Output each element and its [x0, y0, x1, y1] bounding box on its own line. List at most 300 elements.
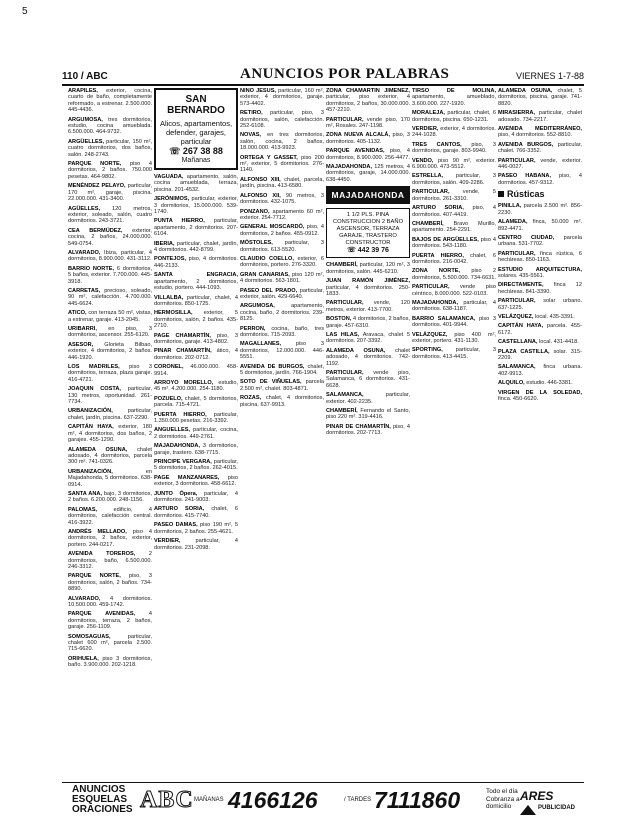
classified-ad	[326, 88, 410, 114]
classified-ad	[154, 256, 238, 269]
ad-heading: ORIHUELA,	[68, 655, 103, 662]
ad-heading: VAGUADA,	[154, 174, 187, 180]
classified-ad	[326, 370, 410, 389]
classified-ad	[498, 364, 582, 377]
classified-ad	[326, 132, 410, 145]
ad-text: Glorieta Bilbao, exterior, 4 dormitorios, 2 baños. 446-1920.	[68, 341, 152, 361]
ad-text: vende, exterior. 446-0027.	[498, 157, 582, 171]
ad-text: 90 metros, 3 dormitorios. 432-1075.	[240, 192, 324, 206]
ad-heading: ARAPILES,	[68, 88, 107, 94]
ad-text: 4 dormitorios. 10.500.000. 459-1742.	[68, 595, 152, 609]
ad-text: parcela 2.500 m², chalet. 803-4871.	[240, 379, 324, 392]
ad-heading: ZONA NUEVA ALCALÁ,	[326, 132, 393, 139]
ad-heading: JOAQUIN COSTA,	[68, 386, 128, 393]
ad-heading: SOTO DE VIÑUELAS,	[240, 379, 306, 386]
classified-ad	[154, 412, 238, 425]
classified-ad	[154, 364, 238, 377]
ad-text: particular, 4 dormitorios. 638-1187.	[412, 299, 496, 313]
ad-heading: ROZAS,	[240, 395, 266, 402]
ad-heading: CHAMBERÍ,	[326, 408, 361, 414]
ad-heading: AVENIDA BURGOS,	[498, 141, 558, 148]
ad-text: exterior, 4 dormitorios. 244-1028.	[412, 126, 496, 139]
classified-ad	[68, 88, 152, 114]
page-header	[62, 66, 584, 84]
promo-phone: ☏ 442 39 76	[347, 247, 389, 255]
ad-heading: ALFONSO XII,	[240, 192, 286, 199]
classified-ad	[154, 196, 238, 215]
ad-text: vende, 5 dormitorios. 261-3310.	[412, 189, 496, 202]
classified-ad	[154, 348, 238, 361]
classified-ad	[154, 427, 238, 440]
ad-heading: SALAMANCA,	[326, 392, 386, 399]
ad-text: particular, chalet. 766-3352.	[498, 141, 582, 155]
ad-text: solar urbano. 637-1225.	[498, 298, 582, 311]
ad-heading: ALVARADO,	[68, 595, 111, 602]
ad-heading: ALVARADO,	[68, 249, 105, 256]
ares-brand-sub: PUBLICIDAD	[538, 805, 575, 811]
ad-heading: PARTICULAR,	[498, 157, 541, 164]
ad-heading: LAS HILAS,	[326, 331, 363, 338]
classified-ad	[498, 235, 582, 248]
column-3	[240, 88, 324, 780]
ad-text: local. 435-3391.	[534, 313, 575, 320]
ad-text: piso, 4 dormitorios. 407-4419.	[412, 205, 496, 218]
ad-heading: ARTURO SORIA,	[154, 506, 212, 513]
ad-text: ático, 4 dormitorios. 202-0712.	[154, 348, 238, 361]
ad-text: solares. 435-5561.	[498, 272, 545, 279]
ad-text: Fernando el Santo, piso 220 m². 319-4416.	[326, 408, 410, 421]
classified-ad	[154, 295, 238, 308]
ad-heading: MÓSTOLES,	[240, 240, 285, 247]
classified-ad	[412, 347, 496, 360]
ad-text: particular, 4 dormitorios. 241-9003.	[154, 490, 238, 504]
classified-ad	[326, 332, 410, 345]
classified-ad	[326, 262, 410, 275]
promo-line: ASCENSOR, TERRAZA	[336, 226, 400, 233]
ad-box-title: SAN BERNARDO	[167, 94, 225, 116]
ad-heading: VERDIER,	[154, 538, 196, 545]
footer-ads-line: ANUNCIOS	[72, 784, 126, 795]
ad-heading: URBANIZACIÓN,	[68, 468, 146, 475]
column-1	[68, 88, 152, 780]
ad-heading: VELÁZQUEZ,	[412, 331, 455, 338]
ad-heading: ARGUMOSA,	[240, 303, 292, 310]
ad-text: vende piso, Salamanca, 6 dormitorios. 431-6628.	[326, 369, 410, 389]
footer-ads-line: ORACIONES	[72, 804, 133, 815]
column-4	[326, 88, 410, 780]
classified-ad	[154, 272, 238, 291]
ad-heading: URIBARRI,	[68, 326, 109, 332]
ad-text: estudio. 446-3381.	[526, 380, 573, 387]
ad-text: piso, 4 dormitorios. 202-7713.	[326, 423, 410, 437]
ad-heading: CASTELLANA,	[498, 339, 540, 346]
classified-ad	[68, 161, 152, 180]
ad-heading: PARQUE AVENIDAS,	[326, 148, 390, 155]
ad-text: local. 431-4418.	[539, 339, 579, 346]
classified-ad	[240, 326, 324, 339]
ad-text: Aravaca, chalet 5 dormitorios. 207-3392.	[326, 331, 410, 345]
ad-text: 6 dormitorios, 5 baños, exterior. 7.700.000. 445-3918.	[68, 265, 152, 285]
page-label: 110 / ABC	[62, 71, 108, 82]
footer-ads-line: ESQUELAS	[72, 794, 128, 805]
ad-heading: ATICO,	[68, 310, 89, 317]
classified-ad	[412, 189, 496, 202]
classified-ad	[154, 538, 238, 551]
ad-heading: BARRIO SALAMANCA,	[412, 315, 479, 322]
ad-heading: MENÉNDEZ PELAYO,	[68, 183, 128, 190]
ad-text: chalet, 5 dormitorios, parcela. 715-4721.	[154, 395, 238, 409]
classified-ad	[240, 88, 324, 107]
classified-ad	[412, 158, 496, 171]
ad-text: particular, 130 metros, oportunidad. 261-7734.	[68, 386, 152, 406]
ares-brand: ARES	[520, 789, 554, 803]
page-corner-number: 5	[22, 6, 28, 17]
ad-heading: AVENIDA MEDITERRÁNEO,	[498, 126, 582, 133]
page-footer	[62, 782, 584, 819]
page-title: ANUNCIOS POR PALABRAS	[240, 66, 450, 82]
ad-text: particular, piso exterior, 4 dormitorios, 2 baños, 30.000.000. 457-2210.	[326, 94, 410, 114]
ad-text: piso 3 dormitorios. 401-9944.	[412, 315, 496, 329]
page-date: VIERNES 1-7-88	[515, 71, 584, 81]
ad-text: finca urbana. 402-9913.	[498, 364, 582, 377]
ad-text: piso, 4 dormitorios. 446-2133.	[154, 256, 238, 269]
ad-text: exterior, 5 dormitorios, salón, 2 baños. 435-2710.	[154, 310, 238, 330]
classified-ad	[68, 469, 152, 488]
ad-text: piso 3 dormitorios, baño. 3.900.000. 202-1218.	[68, 655, 152, 669]
ad-heading: CAPITÁN HAYA,	[68, 424, 119, 431]
ad-heading: ESTRELLA,	[412, 173, 456, 180]
ad-text: particular, chalet, 4 dormitorios. 850-1725.	[154, 294, 238, 307]
ad-heading: PARTICULAR,	[326, 369, 374, 376]
ad-heading: SANTA ANA,	[68, 490, 104, 497]
ad-text: vende piso, 170 m², Rosales. 247-1198.	[326, 116, 410, 130]
ad-text: piso 4 dormitorios. 543-1180.	[412, 236, 496, 250]
ad-text: piso 3 dormitorios, 12.000.000. 446-5551.	[240, 341, 324, 361]
ad-heading: SOMOSAGUAS,	[68, 633, 128, 640]
ad-text: particular, chalet adosado. 734-2217.	[498, 110, 582, 123]
ad-heading: GRAN CANARIAS,	[240, 271, 292, 278]
classified-ad	[326, 164, 410, 183]
classified-ad	[498, 282, 582, 295]
promo-line: CONSTRUCTOR	[345, 240, 391, 247]
ad-text: particular, 120 m², 3 dormitorios, salón. 445-6210.	[326, 262, 410, 275]
promo-line: 1 1/2 PLS. PINA	[346, 212, 390, 219]
ad-text: particular, chalet, jardín, 4 dormitorios. 442-8799.	[154, 240, 238, 254]
footer-info-line: Cobranza a	[486, 795, 520, 803]
promo-line: GARAJE, TRASTERO	[339, 233, 397, 240]
classified-ad	[154, 522, 238, 535]
section-rusticas	[498, 189, 582, 199]
ad-heading: VERDIER,	[412, 126, 441, 133]
ad-heading: PUNTA HIERRO,	[154, 218, 214, 225]
classified-ad	[498, 251, 582, 264]
ad-text: piso 90 m², exterior. 6.900.000. 473-5512.	[412, 157, 496, 171]
ad-text: estudio, 45 m². 4.200.000. 254-1180.	[154, 379, 238, 393]
footer-info-line: domicilio	[486, 803, 512, 810]
classified-ad	[240, 272, 324, 285]
ad-text: 46.000.000. 458-9914.	[154, 364, 238, 377]
classified-ad	[240, 193, 324, 206]
classified-ad	[68, 529, 152, 548]
ad-heading: BARRIO NORTE,	[68, 265, 117, 272]
ad-heading: ASESOR,	[68, 341, 105, 348]
ad-heading: AVENIDA TOREROS,	[68, 551, 149, 558]
ad-text: particular, exterior, 3 dormitorios, 15.000.000. 539-1740.	[154, 196, 238, 216]
ad-heading: VIRGEN DE LA SOLEDAD,	[498, 389, 582, 396]
classified-ad	[412, 300, 496, 313]
ad-text: cocina, baño, tres dormitorios. 715-2093.	[240, 325, 324, 338]
ad-heading: CHAMBERÍ,	[412, 220, 454, 227]
ad-text: chalet adosado, 4 dormitorios. 742-1192.	[326, 347, 410, 367]
ad-heading: PAGE CHAMARTÍN,	[154, 332, 217, 339]
classified-ad	[154, 310, 238, 329]
classified-ad	[154, 174, 238, 193]
ad-heading: PASEO DAMAS,	[154, 522, 201, 529]
ad-heading: IBERIA,	[154, 240, 177, 247]
classified-ad	[240, 379, 324, 392]
column-2	[154, 88, 238, 780]
ad-text: chalet, 6 dormitorios. 415-7740.	[154, 506, 238, 519]
ad-text: piso 200 m², exterior, 5 dormitorios. 276-1140.	[240, 154, 324, 174]
classified-ad	[412, 205, 496, 218]
classified-ad	[68, 596, 152, 609]
classified-ad	[68, 408, 152, 421]
ad-heading: PAGE MANZANARES,	[154, 474, 228, 481]
ad-heading: PUERTA HIERRO,	[154, 411, 214, 418]
classified-ad	[498, 158, 582, 171]
ad-text: apartamento 60 m², exterior. 254-7712.	[240, 208, 324, 221]
ad-heading: ANGUELLES,	[154, 427, 194, 434]
classified-ad	[498, 126, 582, 139]
ad-text: exterior, 180 m², 4 dormitorios, dos baños, 2 garajes. 455-1290.	[68, 424, 152, 444]
classified-ad	[68, 447, 152, 466]
ad-text: exterior, cocina, cuarto de baño, completamente reformado, a estrenar. 2.500.000. 445-4436.	[68, 88, 152, 114]
ad-heading: TIRSO DE MOLINA,	[412, 88, 496, 94]
majadahonda-banner: MAJADAHONDA	[326, 186, 410, 204]
ad-heading: PARTICULAR,	[498, 298, 544, 305]
classified-ad	[68, 424, 152, 443]
ad-heading: PASEO HABANA,	[498, 173, 560, 180]
ad-box-body: Alicos, apartamentos, defender, garajes, particular	[159, 119, 233, 146]
classified-ad	[326, 392, 410, 405]
classified-columns	[68, 88, 588, 780]
ad-heading: CLAUDIO COELLO,	[240, 255, 298, 262]
ad-text: particular, 170 m², garaje, piscina. 22.000.000. 431-3400.	[68, 183, 152, 203]
ad-text: Bravo Murillo, apartamento. 254-2291.	[412, 220, 496, 234]
classified-ad	[326, 424, 410, 437]
classified-ad	[412, 126, 496, 139]
ad-heading: ZONA NORTE,	[412, 268, 472, 275]
footer-info-line: Todo el día	[486, 788, 518, 795]
ad-heading: JUAN RAMÓN JIMÉNEZ,	[326, 278, 410, 285]
classified-ad	[154, 475, 238, 488]
ad-text: parcela urbana. 531-7702.	[498, 234, 582, 248]
ad-heading: ALFONSO XIII,	[240, 176, 285, 183]
section-title: Rústicas	[507, 189, 545, 200]
classified-ad	[240, 256, 324, 269]
ad-text: solar. 315-2209.	[498, 348, 582, 361]
ad-heading: PLAZA CASTILLA,	[498, 348, 554, 355]
ad-heading: PARTICULAR,	[326, 116, 367, 123]
ad-text: Ibiza, particular, 4 dormitorios, 8.900.000. 431-3112.	[68, 249, 152, 263]
classified-ad	[498, 173, 582, 186]
classified-ad	[412, 332, 496, 345]
ad-heading: PARTICULAR,	[326, 300, 374, 307]
ad-heading: PRINCIPE VERGARA,	[154, 459, 214, 466]
ad-heading: PASEO DEL PRADO,	[240, 287, 300, 294]
ad-text: 2 dormitorios, baño, 6.500.000. 246-3312.	[68, 551, 152, 570]
classified-ad	[326, 348, 410, 367]
ad-text: piso, 3 dormitorios, garaje. 803-9940.	[412, 141, 496, 155]
classified-ad	[68, 634, 152, 653]
ad-text: chalet, 5 dormitorios, piscina, garaje. 741-8820.	[498, 88, 582, 107]
classified-ad	[498, 142, 582, 155]
ad-text: vende, 120 metros, exterior. 413-7700.	[326, 300, 410, 313]
ad-heading: LOS MADRILES,	[68, 364, 130, 371]
classified-ad	[68, 183, 152, 202]
promo-line: CONSTRUCCION 2 BAÑO	[332, 219, 404, 226]
ad-text: chalet, 4 dormitorios, piscina. 637-9913.	[240, 395, 324, 408]
classified-ad	[68, 326, 152, 339]
classified-ad	[498, 267, 582, 280]
ad-text: vende piso céntrico, 8.000.000. 522-0103.	[412, 284, 496, 297]
ad-text: piso 400 m², exterior, portero. 431-1130.	[412, 331, 496, 344]
ad-text: particular, piso, 3 dormitorios, salón, calefacción. 252-6108.	[240, 110, 324, 130]
ad-heading: ALAMEDA OSUNA,	[68, 446, 138, 453]
ad-heading: JUNTO Ópera,	[154, 490, 204, 497]
ad-text: piso 120 m², 4 dormitorios. 563-1801.	[240, 271, 324, 285]
ad-heading: ARTURO SORIA,	[412, 205, 473, 212]
ad-heading: ALAMEDA OSUNA,	[326, 347, 396, 354]
afternoons-phone: 7111860	[374, 787, 461, 813]
classified-ad	[240, 341, 324, 360]
classified-ad	[68, 206, 152, 225]
ad-heading: CARRETAS,	[68, 287, 105, 294]
ad-heading: ZONA CHAMARTÍN JIMÉNEZ,	[326, 88, 410, 94]
ad-text: piso 4 dormitorios, 2 baños, exterior, portero. 244-0217.	[68, 528, 152, 548]
ad-text: finca rústica, 6 hectáreas. 850-1163.	[498, 250, 582, 264]
classified-ad	[240, 177, 324, 190]
ad-heading: MORALEJA,	[412, 110, 448, 117]
ad-text: 4 dormitorios, 2 baños, garaje. 457-6310.	[326, 316, 410, 329]
ad-heading: MAJADAHONDA,	[412, 299, 464, 306]
classified-ad	[240, 155, 324, 174]
classified-ad	[326, 300, 410, 313]
ad-text: particular, exterior, salón. 429-6640.	[240, 287, 324, 300]
classified-ad	[326, 148, 410, 161]
mornings-label: MAÑANAS	[194, 797, 224, 803]
mornings-phone: 4166126	[228, 787, 318, 813]
ad-heading: PONTEJOS,	[154, 256, 189, 263]
classified-ad	[498, 380, 582, 386]
ad-heading: CAPITÁN HAYA,	[498, 323, 548, 330]
ad-text: piso, 4 dormitorios, 8.900.000. 256-4477.	[326, 148, 410, 161]
ad-text: apartamento, cocina, baño, 2 dormitorios. 239-8125.	[240, 303, 324, 323]
ad-heading: ESTUDIO ARQUITECTURA,	[498, 266, 582, 273]
ad-text: particular, 160 m², exterior, 4 dormitorios, garaje. 573-4402.	[240, 88, 324, 107]
ad-heading: PARTICULAR,	[412, 284, 460, 291]
ad-heading: CHAMBERÍ,	[326, 262, 360, 269]
classified-ad	[68, 228, 152, 247]
ad-heading: SANTA ENGRACIA,	[154, 272, 238, 279]
ad-text: particular, apartamento, 2 dormitorios. 207-6104.	[154, 218, 238, 238]
ad-text: con terraza 50 m², vistas, a estrenar, garaje. 413-2045.	[68, 310, 152, 323]
ad-heading: PINILLA,	[498, 203, 524, 210]
ad-heading: ALAMEDA OSUNA,	[498, 88, 558, 94]
classified-ad	[498, 323, 582, 336]
ad-text: 4 dormitorios, terraza, 2 baños, garaje. 256-1109.	[68, 611, 152, 631]
ad-heading: CENTRO CIUDAD,	[498, 234, 564, 241]
majadahonda-promo	[326, 208, 410, 258]
classified-ad	[498, 203, 582, 216]
ad-heading: AVENIDA DE BURGOS,	[240, 363, 308, 370]
ad-text: parcela 2.500 m². 856-2230.	[498, 203, 582, 216]
ad-heading: DIRECTAMENTE,	[498, 282, 554, 289]
classified-ad	[498, 339, 582, 345]
ad-heading: ALQUILO,	[498, 380, 527, 387]
ad-text: chalet, 6 dormitorios. 216-0042.	[412, 252, 496, 265]
classified-ad	[326, 278, 410, 297]
classified-ad	[412, 221, 496, 234]
classified-ad	[240, 132, 324, 151]
ad-heading: VENDO,	[412, 157, 438, 164]
classified-ad	[154, 491, 238, 504]
ad-text: chalet, parcela, jardín, piscina. 413-6580.	[240, 176, 324, 190]
classified-ad	[326, 408, 410, 421]
classified-ad	[240, 224, 324, 237]
ad-text: piso, 3 dormitorios, garaje. 413-4802.	[154, 332, 238, 345]
ad-heading: BOSTON,	[326, 316, 353, 323]
ad-text: particular, cocina, 2 dormitorios. 449-2761.	[154, 427, 238, 440]
ad-heading: PARQUE AVENIDAS,	[68, 611, 149, 618]
ad-heading: ARGUMOSA,	[68, 116, 109, 123]
ad-heading: HERMOSILLA,	[154, 310, 204, 317]
classified-ad	[240, 303, 324, 322]
ad-text: particular, 3 dormitorios. 413-4415.	[412, 347, 496, 360]
classified-ad	[498, 314, 582, 320]
ad-text: precioso, soleado, 90 m², calefacción. 4.700.000. 445-6624.	[68, 287, 152, 307]
ad-text: en piso, 3 dormitorios, ascensor. 255-6120.	[68, 326, 152, 339]
classified-ad	[68, 310, 152, 323]
classified-ad	[326, 117, 410, 130]
ad-text: tres dormitorios, estudio, cocina amueblada. 6.500.000. 464-9732.	[68, 116, 152, 136]
classified-ad	[154, 443, 238, 456]
ad-heading: BAJOS DE ARGÜELLES,	[412, 236, 481, 243]
ad-text: particular, chalet 600 m², parcela 2.500. 715-6620.	[68, 633, 152, 653]
ad-text: en Majadahonda, 5 dormitorios. 638-0914.	[68, 468, 152, 488]
ad-text: particular, 150 m², cuatro dormitorios, dos baños, salón. 248-2743.	[68, 138, 152, 158]
classified-ad	[498, 219, 582, 232]
section-bullet-icon	[498, 191, 504, 197]
ad-text: chalet, 5 dormitorios, jardín. 766-1904.	[240, 363, 324, 377]
footer-ads-label	[72, 785, 133, 815]
ad-heading: SALAMANCA,	[498, 364, 544, 371]
ad-heading: PARQUE NORTE,	[68, 161, 130, 168]
classified-ad	[68, 656, 152, 669]
classified-ad	[412, 284, 496, 297]
ad-text: piso, 4 dormitorios. 457-9312.	[498, 173, 582, 186]
ad-text: apartamento, amueblado, 3.600.000. 227-1920.	[412, 94, 496, 107]
ad-text: 125 metros, 4 dormitorios, garaje, 14.000.000. 638-4450.	[326, 164, 410, 183]
classified-ad	[68, 139, 152, 158]
ad-text: bajo, 3 dormitorios, 2 baños. 6.200.000. 248-1156.	[68, 490, 152, 504]
classified-ad	[154, 506, 238, 519]
ad-text: exterior, cocina, 2 baños, 24.000.000. 549-0754.	[68, 227, 152, 247]
classified-ad	[68, 611, 152, 630]
classified-ad	[154, 380, 238, 393]
ad-box-foot: Mañanas	[181, 157, 211, 164]
column-5	[412, 88, 496, 780]
